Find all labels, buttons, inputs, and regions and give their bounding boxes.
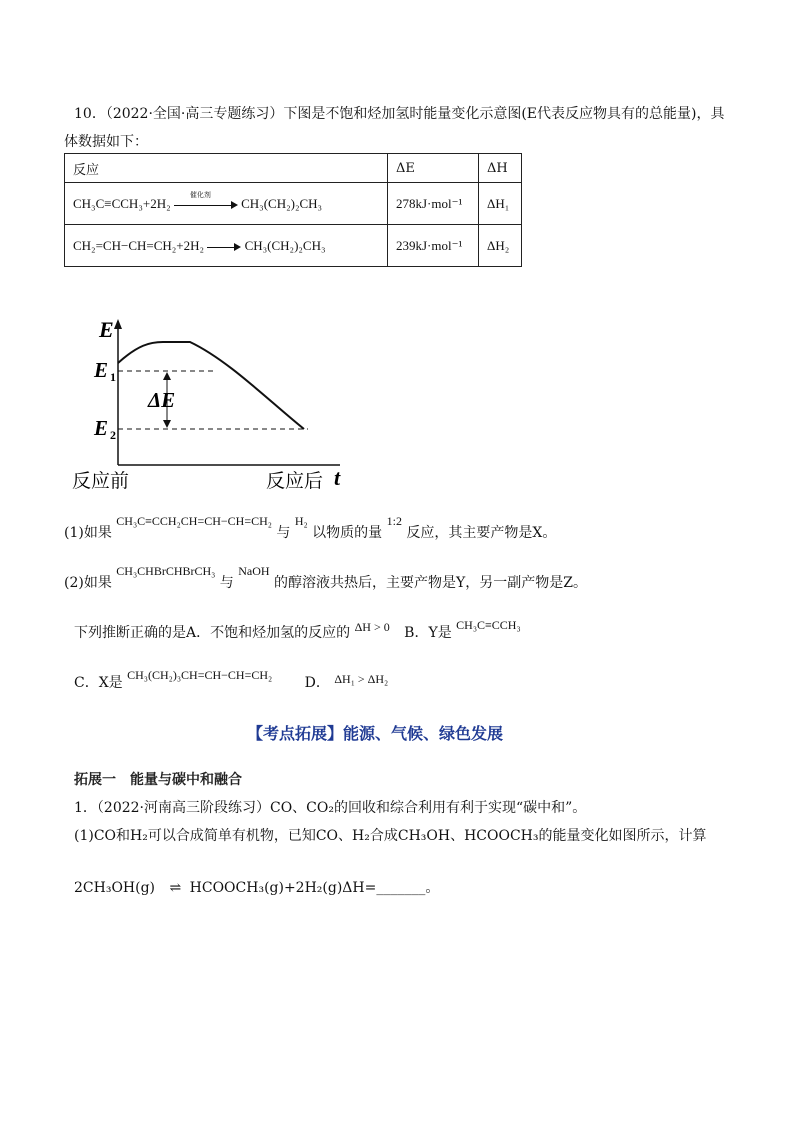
e2-subscript: 2 (110, 428, 116, 442)
reaction-rhs: CH₃(CH₂)₂CH₃ (241, 195, 323, 211)
y-axis-arrow-icon (114, 319, 122, 329)
section-title: 【考点拓展】能源、气候、绿色发展 (247, 724, 504, 743)
reaction-rhs: CH₃(CH₂)₂CH₃ (244, 237, 326, 253)
part2-line (64, 564, 587, 592)
reaction-arrow (207, 241, 241, 253)
q10-line1: 10．（2022·全国·高三专题练习）下图是不饱和烃加氢时能量变化示意图(E代表反应物具有的总能量)，具 (74, 106, 725, 122)
part3-line (74, 618, 521, 642)
catalyst-label: 催化剂 (189, 190, 211, 199)
reaction-equation (65, 183, 388, 225)
part4-line (74, 668, 389, 692)
table-header: ΔH (479, 154, 522, 183)
equation-lhs: 2CH₃OH(g) (74, 880, 156, 896)
part1-reactant: CH₃C≡CCH₂CH=CH−CH=CH₂ (116, 514, 272, 528)
q1-line1: 1．（2022·河南高三阶段练习）CO、CO₂的回收和综合利用有利于实现“碳中和”。 (74, 800, 587, 816)
option-d-formula: ΔH₁ > ΔH₂ (334, 672, 389, 686)
delta-h-value: ΔH₁ (479, 183, 522, 225)
reaction-table (64, 153, 522, 267)
table-header: 反应 (65, 154, 388, 183)
delta-h-value: ΔH₂ (479, 225, 522, 267)
reaction-lhs: CH₂=CH−CH=CH₂+2H₂ (73, 237, 205, 253)
equilibrium-arrow-icon: ⇌ (169, 880, 182, 896)
x-end-label: 反应后 (266, 470, 324, 492)
part2-suffix: 的醇溶液共热后，主要产物是Y，另一副产物是Z。 (274, 575, 587, 591)
part1-mid: 与 (276, 525, 291, 541)
option-c-formula: CH₃(CH₂)₃CH=CH−CH=CH₂ (127, 668, 273, 682)
up-arrow-icon (163, 372, 171, 380)
option-a-condition: ΔH > 0 (354, 620, 390, 634)
equation-rhs: HCOOCH₃(g)+2H₂(g)ΔH=_______。 (189, 880, 440, 896)
part2-prefix: (2)如果 (64, 575, 112, 591)
part1-suffix: 反应，其主要产物是X。 (406, 525, 557, 541)
part2-mid: 与 (219, 575, 234, 591)
delta-e-value: 239kJ·mol⁻¹ (388, 225, 479, 267)
q10-line2: 体数据如下： (64, 134, 148, 150)
option-b-formula: CH₃C≡CCH₃ (456, 618, 521, 632)
part1-mid2: 以物质的量 (312, 525, 383, 541)
e2-label: E (94, 416, 109, 440)
part2-naoh: NaOH (238, 564, 270, 578)
reaction-equation (65, 225, 388, 267)
q1-equation (74, 877, 439, 897)
option-c-text: C．X是 (74, 675, 123, 691)
q1-line2: (1)CO和H₂可以合成简单有机物，已知CO、H₂合成CH₃OH、HCOOCH₃的能量变化如图所示，计算 (74, 828, 707, 844)
option-a-text: 下列推断正确的是A．不饱和烃加氢的反应的 (74, 625, 351, 641)
table-header-row (65, 154, 522, 183)
table-header: ΔE (388, 154, 479, 183)
e1-label: E (94, 358, 109, 382)
catalyst-arrow (174, 190, 238, 211)
y-axis-label: E (99, 317, 114, 342)
option-d-text: D． (304, 675, 330, 691)
part1-prefix: (1)如果 (64, 525, 112, 541)
t-axis-label: t (334, 465, 341, 490)
down-arrow-icon (163, 420, 171, 428)
energy-diagram (68, 315, 368, 495)
part1-line (64, 514, 557, 542)
part1-ratio: 1:2 (386, 514, 402, 528)
e1-subscript: 1 (110, 370, 116, 384)
part1-h2: H₂ (294, 514, 308, 528)
subsection-title: 拓展一 能量与碳中和融合 (74, 772, 242, 788)
reaction-lhs: CH₃C≡CCH₃+2H₂ (73, 195, 171, 211)
option-b-text: B．Y是 (404, 625, 452, 641)
energy-curve (118, 342, 304, 429)
x-start-label: 反应前 (72, 470, 130, 492)
part2-reactant: CH₃CHBrCHBrCH₃ (116, 564, 216, 578)
table-row (65, 225, 522, 267)
delta-e-value: 278kJ·mol⁻¹ (388, 183, 479, 225)
table-row (65, 183, 522, 225)
delta-e-label: ΔE (148, 388, 176, 412)
